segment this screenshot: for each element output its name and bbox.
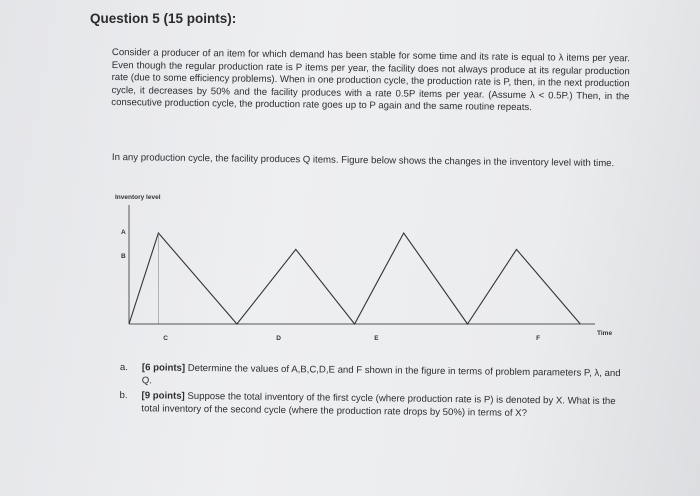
part-b-points: [9 points] (141, 390, 185, 402)
part-a-points: [6 points] (141, 362, 186, 374)
y-axis-label: Inventory level (115, 194, 161, 201)
inventory-line (129, 233, 580, 324)
level-b-label: B (121, 253, 126, 260)
x-axis-label: Time (597, 330, 613, 337)
part-a (120, 362, 630, 393)
x-label-f: F (536, 335, 541, 342)
question-parts (119, 362, 630, 425)
part-b-marker: b. (119, 390, 128, 402)
part-a-text: Determine the values of A,B,C,D,E and F shown in the figure in terms of problem parameters P, λ, and Q. (141, 362, 621, 386)
x-label-c: C (163, 335, 169, 342)
level-a-label: A (121, 229, 126, 236)
production-cycle-note: In any production cycle, the facility produces Q items. Figure below shows the changes in the inventory level with time. (111, 152, 615, 170)
part-a-marker: a. (119, 362, 129, 374)
inventory-chart-svg (105, 188, 635, 358)
part-b (119, 390, 629, 421)
question-title: Question 5 (15 points): (90, 11, 237, 26)
inventory-chart (105, 188, 635, 358)
problem-description: Consider a producer of an item for which demand has been stable for some time and its rate is equal to λ items per year. Even though the regular production rate is P items per year, the facility does not always produce at its regular production rate (due to some efficiency problems). When in one production cycle, the production rate is P, then, in the next production cycle, it decreases by 50% and the facility produces with a rate 0.5P items per year. (Assume λ < 0.5P.) Then, in the consecutive production cycle, the production rate goes up to P again and the same routine repeats. (111, 47, 630, 114)
x-label-d: D (276, 335, 281, 342)
part-b-text: Suppose the total inventory of the first cycle (where production rate is P) is denoted by X. What is the total inventory of the second cycle (where the production rate drops by 50%) in terms of X? (141, 391, 616, 419)
x-label-e: E (374, 335, 379, 342)
